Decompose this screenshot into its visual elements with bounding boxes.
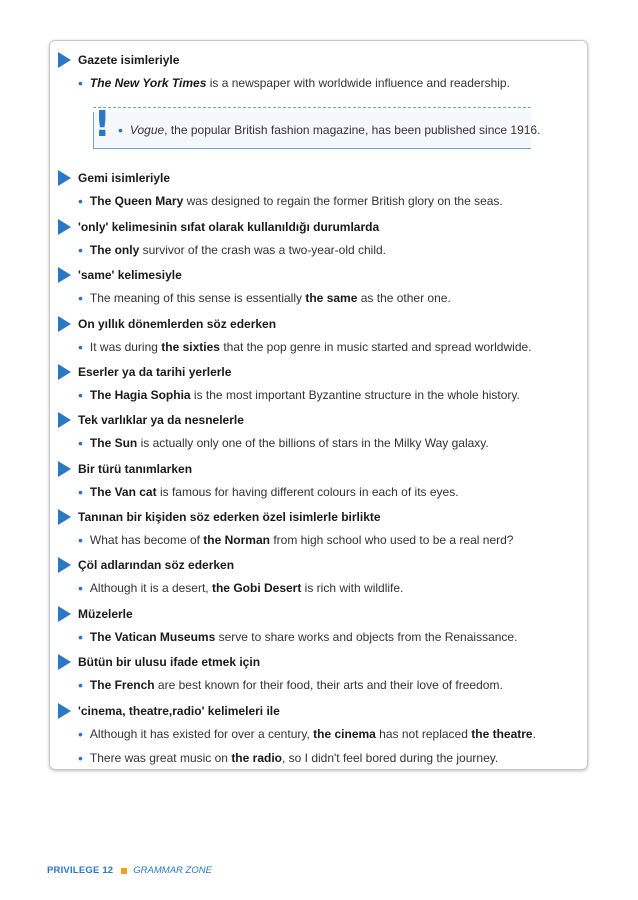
sentence-text: . (532, 727, 536, 741)
example-sentence (78, 242, 386, 258)
section-heading-text: Gemi isimleriyle (78, 171, 171, 185)
section-heading-text: On yıllık dönemlerden söz ederken (78, 317, 277, 331)
footer-square-icon (121, 868, 127, 874)
triangle-bullet-icon (58, 52, 71, 68)
triangle-bullet-icon (58, 461, 71, 477)
sentence-text: survivor of the crash was a two-year-old child. (139, 243, 387, 257)
note-border-top (93, 107, 531, 109)
dot-bullet-icon: • (78, 484, 83, 500)
example-sentence (78, 677, 503, 693)
note-sentence (118, 122, 540, 138)
triangle-bullet-icon (58, 703, 71, 719)
sentence-text: is a newspaper with worldwide influence and readership. (206, 76, 510, 90)
example-sentence (78, 532, 513, 548)
dot-bullet-icon: • (78, 629, 83, 645)
section-heading (58, 169, 170, 187)
emphasis-text: The Van cat (89, 485, 157, 499)
example-sentence (78, 193, 503, 209)
emphasis-text: The Hagia Sophia (89, 388, 191, 402)
emphasis-text: the Gobi Desert (211, 581, 302, 595)
example-sentence (78, 387, 520, 403)
example-sentence (78, 484, 459, 500)
section-heading (58, 605, 133, 623)
sentence-text: is the most important Byzantine structure in the whole history. (190, 388, 520, 402)
triangle-bullet-icon (58, 606, 71, 622)
sentence-text: Although it has existed for over a century, (89, 727, 314, 741)
dot-bullet-icon: • (78, 242, 83, 258)
example-sentence (78, 750, 498, 766)
sentence-text: are best known for their food, their arts and their love of freedom. (154, 678, 503, 692)
sentence-text: as the other one. (357, 291, 451, 305)
emphasis-text: the radio (231, 751, 282, 765)
section-heading-text: 'same' kelimesiyle (78, 268, 182, 282)
section-heading (58, 702, 280, 720)
example-sentence (78, 435, 489, 451)
emphasis-text: Vogue (129, 123, 165, 137)
dot-bullet-icon: • (78, 387, 83, 403)
grammar-card (49, 40, 588, 770)
section-heading-text: Gazete isimleriyle (78, 53, 180, 67)
sentence-text: was designed to regain the former British glory on the seas. (183, 194, 503, 208)
dot-bullet-icon: • (78, 290, 83, 306)
dot-bullet-icon: • (118, 122, 123, 138)
section-heading-text: 'cinema, theatre,radio' kelimeleri ile (78, 704, 280, 718)
sentence-text: is rich with wildlife. (301, 581, 404, 595)
triangle-bullet-icon (58, 364, 71, 380)
section-heading-text: 'only' kelimesinin sıfat olarak kullanıldığı durumlarda (78, 220, 380, 234)
sentence-text: Although it is a desert, (89, 581, 212, 595)
emphasis-text: the same (305, 291, 358, 305)
dot-bullet-icon: • (78, 532, 83, 548)
emphasis-text: the cinema (313, 727, 376, 741)
section-heading (58, 218, 379, 236)
sentence-text: The meaning of this sense is essentially (89, 291, 306, 305)
sentence-text: has not replaced (375, 727, 472, 741)
triangle-bullet-icon (58, 557, 71, 573)
sentence-text: is famous for having different colours in each of its eyes. (156, 485, 459, 499)
dot-bullet-icon: • (78, 750, 83, 766)
section-heading-text: Eserler ya da tarihi yerlerle (78, 365, 232, 379)
emphasis-text: the sixties (161, 340, 220, 354)
emphasis-text: The New York Times (89, 76, 207, 90)
emphasis-text: the theatre (471, 727, 533, 741)
emphasis-text: The Queen Mary (89, 194, 184, 208)
triangle-bullet-icon (58, 170, 71, 186)
example-sentence (78, 339, 532, 355)
dot-bullet-icon: • (78, 339, 83, 355)
section-heading (58, 51, 179, 69)
section-heading (58, 653, 260, 671)
section-heading-text: Bütün bir ulusu ifade etmek için (78, 655, 261, 669)
sentence-text: There was great music on (89, 751, 232, 765)
emphasis-text: The French (89, 678, 155, 692)
sentence-text: , so I didn't feel bored during the journey. (281, 751, 499, 765)
triangle-bullet-icon (58, 316, 71, 332)
dot-bullet-icon: • (78, 580, 83, 596)
sentence-text: from high school who used to be a real nerd? (269, 533, 514, 547)
dot-bullet-icon: • (78, 75, 83, 91)
section-heading (58, 315, 276, 333)
triangle-bullet-icon (58, 412, 71, 428)
example-sentence (78, 580, 403, 596)
section-heading (58, 411, 244, 429)
section-heading-text: Tanınan bir kişiden söz ederken özel isimlerle birlikte (78, 510, 381, 524)
triangle-bullet-icon (58, 509, 71, 525)
sentence-text: is actually only one of the billions of stars in the Milky Way galaxy. (137, 436, 489, 450)
section-heading-text: Bir türü tanımlarken (78, 462, 193, 476)
section-heading-text: Tek varlıklar ya da nesnelerle (78, 413, 244, 427)
emphasis-text: The Sun (89, 436, 138, 450)
sentence-text: that the pop genre in music started and spread worldwide. (219, 340, 532, 354)
section-heading-text: Müzelerle (78, 607, 133, 621)
triangle-bullet-icon (58, 654, 71, 670)
emphasis-text: The Vatican Museums (89, 630, 216, 644)
example-sentence (78, 290, 451, 306)
section-heading (58, 460, 192, 478)
sentence-text: It was during (89, 340, 162, 354)
page-footer (47, 865, 212, 876)
dot-bullet-icon: • (78, 677, 83, 693)
exclamation-icon: ! (94, 104, 111, 145)
footer-brand: PRIVILEGE 12 (47, 865, 114, 876)
footer-section-name: GRAMMAR ZONE (133, 865, 212, 876)
dot-bullet-icon: • (78, 726, 83, 742)
section-heading (58, 508, 381, 526)
section-heading (58, 556, 234, 574)
example-sentence (78, 629, 517, 645)
sentence-text: serve to share works and objects from the Renaissance. (215, 630, 518, 644)
section-heading (58, 266, 182, 284)
example-sentence (78, 75, 510, 91)
sentence-text: What has become of (89, 533, 204, 547)
example-sentence (78, 726, 536, 742)
triangle-bullet-icon (58, 267, 71, 283)
dot-bullet-icon: • (78, 435, 83, 451)
triangle-bullet-icon (58, 219, 71, 235)
section-heading-text: Çöl adlarından söz ederken (78, 558, 235, 572)
section-heading (58, 363, 231, 381)
emphasis-text: The only (89, 243, 140, 257)
sentence-text: , the popular British fashion magazine, has been published since 1916. (164, 123, 541, 137)
dot-bullet-icon: • (78, 193, 83, 209)
emphasis-text: the Norman (203, 533, 270, 547)
